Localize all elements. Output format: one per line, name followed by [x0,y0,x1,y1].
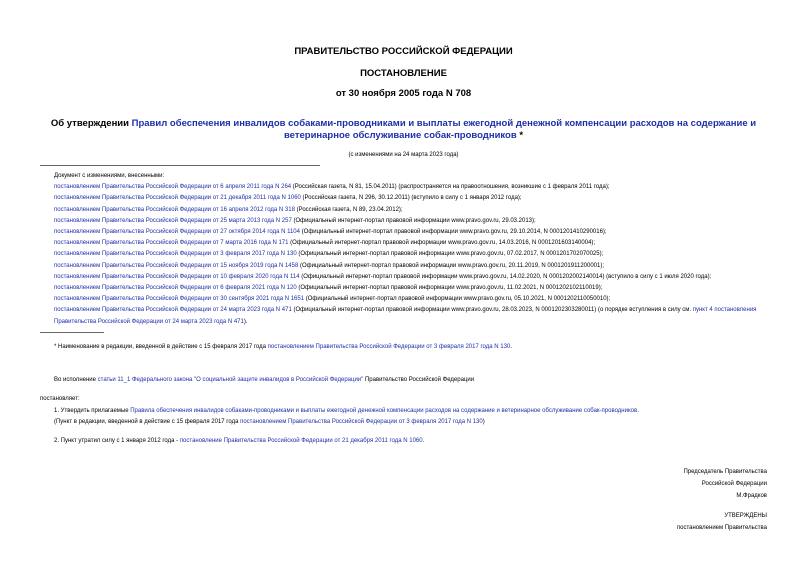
preamble-text: Во исполнение [54,377,98,383]
change-link[interactable]: постановлением Правительства Российской Федерации от 6 апреля 2011 года N 264 [54,184,292,191]
item-1-rules-link[interactable]: Правила обеспечения инвалидов собаками-проводниками и выплаты ежегодной денежной компенсации расходов на содержание и ветеринарное обслуживание собак-проводников [130,408,638,414]
change-link[interactable]: постановлением Правительства Российской Федерации от 15 ноября 2019 года N 1458 [54,262,299,269]
item-1-note-text: (Пункт в редакции, введенной в действие с 15 февраля 2017 года [54,419,241,425]
approved-block [467,510,767,534]
change-link[interactable]: постановлением Правительства Российской Федерации от 7 марта 2016 года N 171 [54,240,289,247]
item-2-end: . [422,438,425,444]
change-link[interactable]: постановлением Правительства Российской Федерации от 24 марта 2023 года N 471 [54,307,292,314]
change-text: (Официальный интернет-портал правовой информации www.pravo.gov.ru, 07.02.2017, N 0001201702070025); [296,251,604,258]
change-text: (Официальный интернет-портал правовой информации www.pravo.gov.ru, 20.11.2019, N 0001201911200001); [298,262,605,269]
approved-line-2: постановлением Правительства [676,525,767,531]
subject-rules-link[interactable]: Правил обеспечения инвалидов собаками-проводниками и выплаты ежегодной денежной компенсации расходов на содержание и ветеринарное обслуживание собак-проводников [131,118,757,141]
signature-block [467,466,767,502]
change-text: (Официальный интернет-портал правовой информации www.pravo.gov.ru, 14.02.2020, N 0001202002140014) (вступило в силу с 1 июля 2020 года); [299,273,712,280]
change-text: (Российская газета, N 81, 15.04.2011) (распространяется на правоотношения, возникшие с 1 февраля 2011 года); [291,184,610,191]
approved-line-1: УТВЕРЖДЕНЫ [724,513,767,519]
preamble [54,375,767,386]
footnote-end: . [510,344,512,350]
change-text: (Официальный интернет-портал правовой информации www.pravo.gov.ru, 11.02.2021, N 0001202102110019); [296,285,603,292]
preamble-end: Правительство Российской Федерации [363,377,475,383]
change-link[interactable]: постановлением Правительства Российской Федерации от 10 февраля 2020 года N 114 [54,273,300,280]
footnote-link[interactable]: постановлением Правительства Российской Федерации от 3 февраля 2017 года N 130 [267,344,511,350]
change-text: (Российская газета, N 89, 23.04.2012); [294,206,403,213]
subject-suffix: * [516,129,524,141]
preamble-law-link[interactable]: статьи 11_1 Федерального закона "О социальной защите инвалидов в Российской Федерации" [97,377,364,383]
change-item [40,272,767,283]
document-subject [40,118,767,141]
item-2-link[interactable]: постановление Правительства Российской Федерации от 21 декабря 2011 года N 1060 [179,438,423,444]
change-item [40,283,767,294]
change-item [40,261,767,272]
change-item [40,205,767,216]
change-text: (Официальный интернет-портал правовой информации www.pravo.gov.ru, 05.10.2021, N 0001202110050010); [304,296,611,303]
change-item-last [40,305,767,327]
signature-line-1: Председатель Правительства [683,469,767,475]
item-1-end: . [637,408,639,414]
subject-prefix: Об утверждении [50,118,132,129]
footnote-divider [40,332,104,333]
change-link[interactable]: постановлением Правительства Российской Федерации от 6 февраля 2021 года N 120 [54,285,297,292]
divider [40,165,320,166]
decree-word: постановляет: [40,396,80,402]
change-link[interactable]: постановлением Правительства Российской Федерации от 27 октября 2014 года N 1104 [54,229,300,236]
footnote-text: * Наименование в редакции, введенной в действие с 15 февраля 2017 года [54,344,268,350]
change-text: (Российская газета, N 296, 30.12.2011) (вступило в силу с 1 января 2012 года); [300,195,522,202]
change-text: (Официальный интернет-портал правовой информации www.pravo.gov.ru, 28.03.2023, N 0001202303280011) (о порядке вступления в силу см. [291,307,693,314]
item-2-text: 2. Пункт утратил силу с 1 января 2012 года - [54,438,180,444]
change-text: (Официальный интернет-портал правовой информации www.pravo.gov.ru, 14.03.2016, N 0001201603140004); [288,240,596,247]
change-link[interactable]: постановлением Правительства Российской Федерации от 30 сентября 2021 года N 1651 [54,296,305,303]
signature-line-3: М.Фрадков [736,493,767,499]
change-text: (Официальный интернет-портал правовой информации www.pravo.gov.ru, 29.10.2014, N 0001201410290016); [299,229,607,236]
change-item [40,182,767,193]
changes-list [40,171,767,328]
change-item [40,216,767,227]
item-2 [54,436,767,447]
doc-type-heading: ПОСТАНОВЛЕНИЕ [360,68,447,79]
changes-date-note: (с изменениями на 24 марта 2023 года) [348,152,459,158]
date-number-heading: от 30 ноября 2005 года N 708 [335,88,472,99]
change-link[interactable]: постановлением Правительства Российской Федерации от 3 февраля 2017 года N 130 [54,251,297,258]
signature-line-2: Российской Федерации [701,481,767,487]
change-item [40,294,767,305]
change-link[interactable]: постановлением Правительства Российской Федерации от 25 марта 2013 года N 257 [54,217,292,224]
changes-intro: Документ с изменениями, внесенными: [54,173,165,179]
change-link[interactable]: постановлением Правительства Российской Федерации от 16 апреля 2012 года N 318 [54,206,295,213]
item-1-note-end: ) [482,419,485,425]
change-end: ). [243,318,248,325]
change-item [40,227,767,238]
change-item [40,193,767,204]
change-link[interactable]: постановлением Правительства Российской Федерации от 21 декабря 2011 года N 1060 [54,195,301,202]
change-item [40,249,767,260]
item-1-note-link[interactable]: постановлением Правительства Российской Федерации от 3 февраля 2017 года N 130 [240,419,483,425]
footnote [54,344,767,350]
change-link-2[interactable]: пункт 4 постановления Правительства Российской Федерации от 24 марта 2023 года N 471 [54,307,757,325]
item-1-text: 1. Утвердить прилагаемые [54,408,131,414]
government-heading: ПРАВИТЕЛЬСТВО РОССИЙСКОЙ ФЕДЕРАЦИИ [294,46,513,57]
change-item [40,238,767,249]
item-1 [54,406,767,428]
change-text: (Официальный интернет-портал правовой информации www.pravo.gov.ru, 29.03.2013); [291,217,536,224]
